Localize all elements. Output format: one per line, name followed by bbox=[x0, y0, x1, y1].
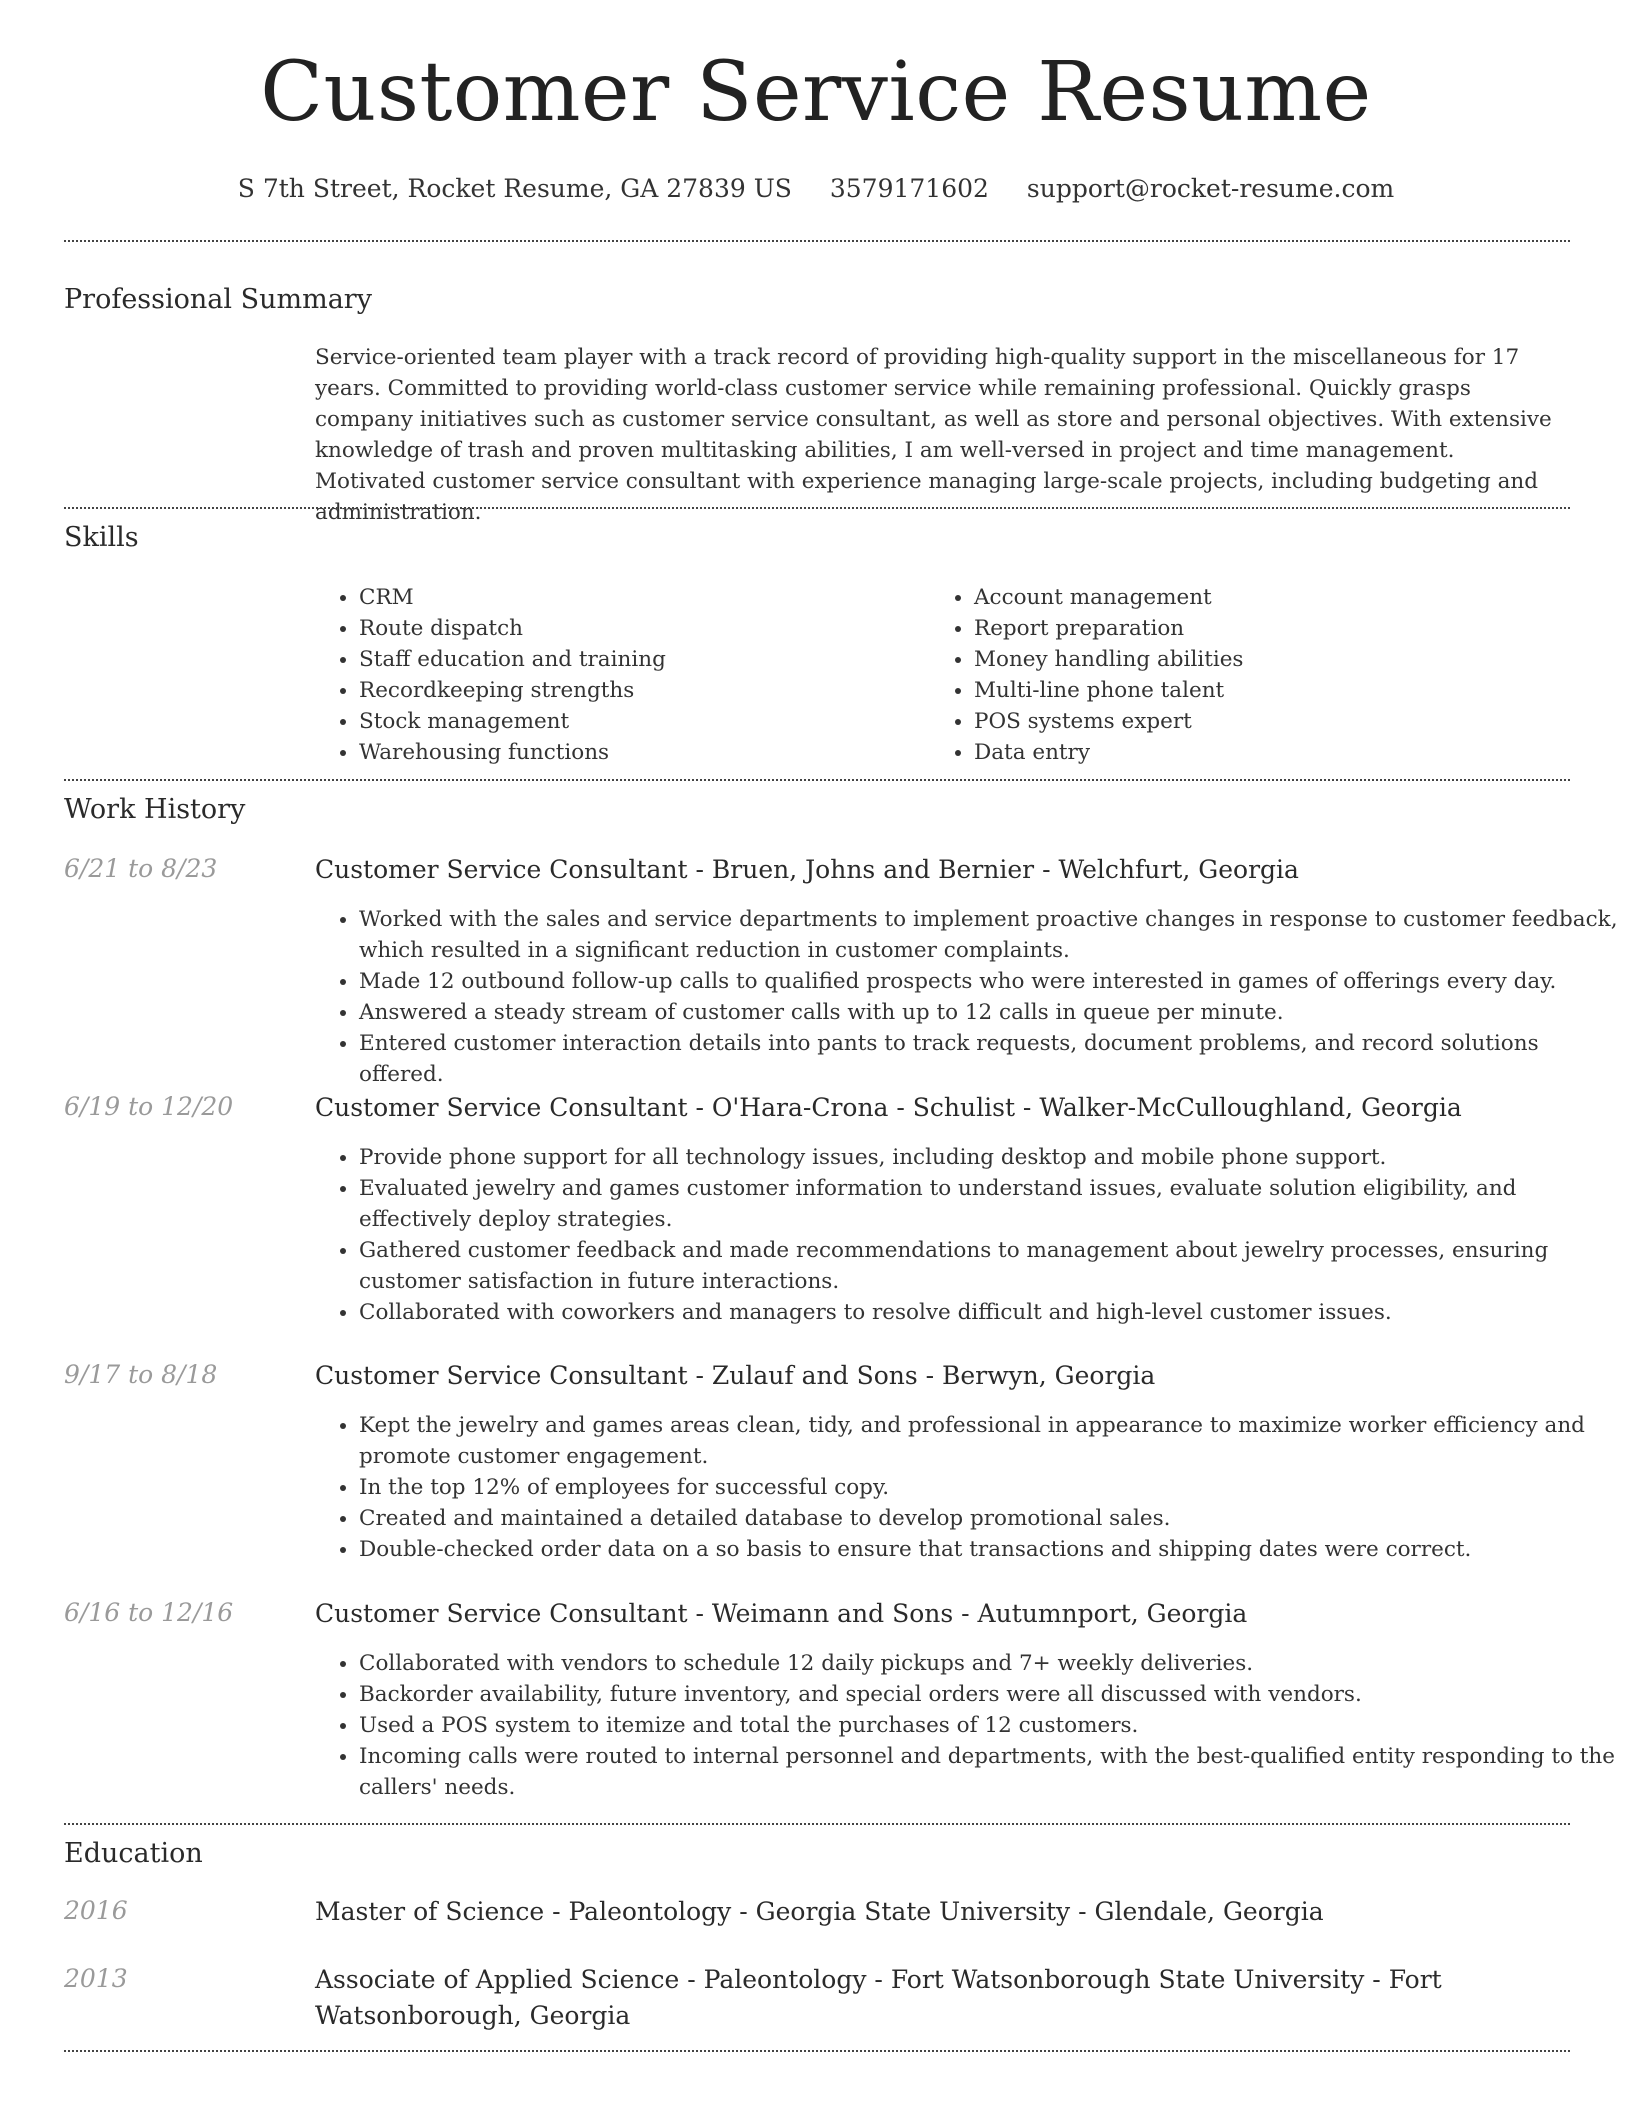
job-bullet: • Created and maintained a detailed database to develop promotional sales. bbox=[359, 1503, 1619, 1534]
job-dates: 6/16 to 12/16 bbox=[64, 1598, 234, 1627]
job-bullet: • Made 12 outbound follow-up calls to qualified prospects who were interested in games of offerings every day. bbox=[359, 966, 1619, 997]
education-year: 2013 bbox=[64, 1964, 128, 1993]
job-title: Customer Service Consultant - O'Hara-Crona - Schulist - Walker-McCulloughland, Georgia bbox=[315, 1093, 1462, 1122]
divider bbox=[64, 507, 1570, 509]
job-bullet: • Gathered customer feedback and made recommendations to management about jewelry processes, ensuring customer satisfaction in future interactions. bbox=[359, 1235, 1619, 1297]
job-bullets bbox=[315, 1142, 1619, 1328]
education-year: 2016 bbox=[64, 1896, 128, 1925]
summary-text: Service-oriented team player with a track record of providing high-quality support in the miscellaneous for 17 years. Committed to providing world-class customer service while remaining professional. Quickly grasps company initiatives such as customer service consultant, as well as store and personal objectives. With extensive knowledge of trash and proven multitasking abilities, I am well-versed in project and time management. Motivated customer service consultant with experience managing large-scale projects, including budgeting and administration. bbox=[315, 345, 1552, 525]
education-heading: Education bbox=[64, 1838, 203, 1869]
job-bullet: • Backorder availability, future inventory, and special orders were all discussed with vendors. bbox=[359, 1679, 1619, 1710]
skill-item: • Report preparation bbox=[974, 613, 1574, 644]
job-bullet: • Provide phone support for all technology issues, including desktop and mobile phone support. bbox=[359, 1142, 1619, 1173]
job-bullet: • Kept the jewelry and games areas clean, tidy, and professional in appearance to maximize worker efficiency and promote customer engagement. bbox=[359, 1410, 1619, 1472]
skill-item: • Staff education and training bbox=[359, 644, 919, 675]
skills-list-left bbox=[315, 582, 919, 768]
job-bullet: • Entered customer interaction details into pants to track requests, document problems, and record solutions offered. bbox=[359, 1028, 1619, 1090]
education-title: Master of Science - Paleontology - Georgia State University - Glendale, Georgia bbox=[315, 1897, 1324, 1926]
skill-item: • Route dispatch bbox=[359, 613, 919, 644]
skill-item: • POS systems expert bbox=[974, 706, 1574, 737]
work-heading: Work History bbox=[64, 794, 246, 825]
skill-item: • Money handling abilities bbox=[974, 644, 1574, 675]
job-title: Customer Service Consultant - Bruen, Johns and Bernier - Welchfurt, Georgia bbox=[315, 855, 1299, 884]
job-title: Customer Service Consultant - Zulauf and Sons - Berwyn, Georgia bbox=[315, 1361, 1156, 1390]
resume-title: Customer Service Resume bbox=[260, 45, 1372, 140]
job-bullet: • Used a POS system to itemize and total the purchases of 12 customers. bbox=[359, 1710, 1619, 1741]
job-bullets bbox=[315, 1648, 1619, 1803]
job-bullet: • Collaborated with vendors to schedule 12 daily pickups and 7+ weekly deliveries. bbox=[359, 1648, 1619, 1679]
job-dates: 6/21 to 8/23 bbox=[64, 854, 218, 883]
contact-email: support@rocket-resume.com bbox=[1026, 174, 1395, 203]
job-dates: 6/19 to 12/20 bbox=[64, 1092, 234, 1121]
education-title: Associate of Applied Science - Paleontology - Fort Watsonborough State University - Fort Watsonborough, Georgia bbox=[315, 1965, 1442, 2030]
job-bullet: • Incoming calls were routed to internal personnel and departments, with the best-qualified entity responding to the callers' needs. bbox=[359, 1741, 1619, 1803]
skill-item: • Warehousing functions bbox=[359, 737, 919, 768]
skills-heading: Skills bbox=[64, 522, 139, 553]
job-bullet: • Answered a steady stream of customer calls with up to 12 calls in queue per minute. bbox=[359, 997, 1619, 1028]
divider bbox=[64, 2050, 1570, 2052]
job-bullet: • Collaborated with coworkers and managers to resolve difficult and high-level customer issues. bbox=[359, 1297, 1619, 1328]
skill-item: • Multi-line phone talent bbox=[974, 675, 1574, 706]
skill-item: • Stock management bbox=[359, 706, 919, 737]
job-bullet: • Evaluated jewelry and games customer information to understand issues, evaluate solution eligibility, and effectively deploy strategies. bbox=[359, 1173, 1619, 1235]
job-bullet: • Worked with the sales and service departments to implement proactive changes in response to customer feedback, which resulted in a significant reduction in customer complaints. bbox=[359, 904, 1619, 966]
divider bbox=[64, 240, 1570, 242]
job-bullets bbox=[315, 1410, 1619, 1565]
job-bullets bbox=[315, 904, 1619, 1090]
summary-heading: Professional Summary bbox=[64, 284, 372, 315]
contact-address: S 7th Street, Rocket Resume, GA 27839 US bbox=[237, 174, 792, 203]
job-bullet: • In the top 12% of employees for successful copy. bbox=[359, 1472, 1619, 1503]
contact-phone: 3579171602 bbox=[829, 174, 989, 203]
divider bbox=[64, 779, 1570, 781]
contact-line bbox=[0, 174, 1632, 203]
skill-item: • Data entry bbox=[974, 737, 1574, 768]
skill-item: • Account management bbox=[974, 582, 1574, 613]
divider bbox=[64, 1823, 1570, 1825]
job-dates: 9/17 to 8/18 bbox=[64, 1360, 218, 1389]
skills-list-right bbox=[930, 582, 1574, 768]
skill-item: • Recordkeeping strengths bbox=[359, 675, 919, 706]
job-title: Customer Service Consultant - Weimann and Sons - Autumnport, Georgia bbox=[315, 1599, 1248, 1628]
job-bullet: • Double-checked order data on a so basis to ensure that transactions and shipping dates were correct. bbox=[359, 1534, 1619, 1565]
skill-item: • CRM bbox=[359, 582, 919, 613]
